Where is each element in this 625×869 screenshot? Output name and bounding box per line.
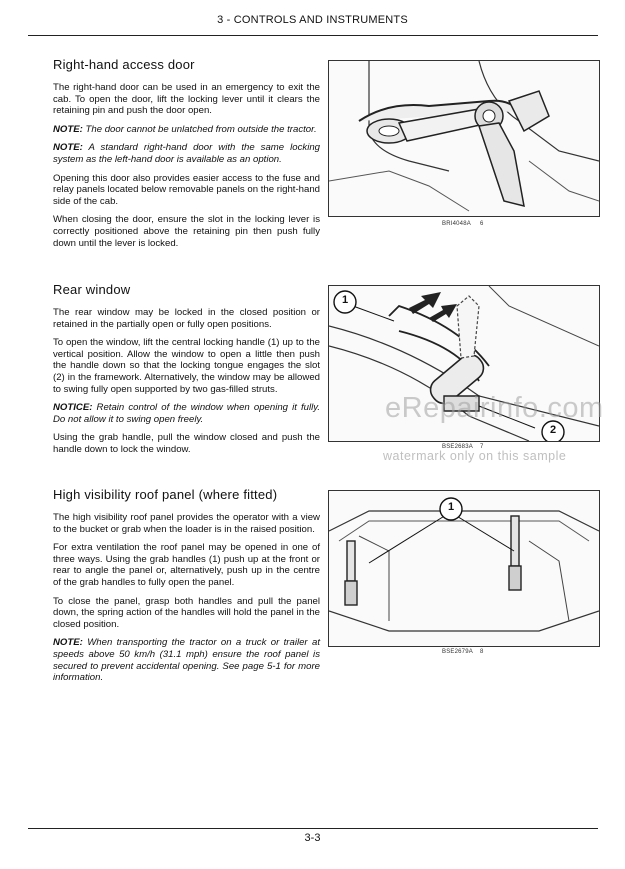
paragraph: For extra ventilation the roof panel may be opened in one of three ways. Using the grab handles (1) push up at the front or rear to angle the panel or, alternatively, push up in the centre of the grab handles to fully open the panel. — [53, 542, 320, 588]
figure-caption-number: 8 — [480, 649, 484, 655]
figure-door-lever — [328, 60, 600, 217]
callout-1: 1 — [447, 501, 455, 513]
watermark-notice: watermark only on this sample — [383, 449, 567, 463]
note-text: The door cannot be unlatched from outside the tractor. — [82, 123, 317, 135]
section-heading: Right-hand access door — [53, 57, 195, 72]
note-label: NOTE: — [53, 637, 83, 649]
door-lever-illustration — [329, 61, 599, 216]
notice-paragraph — [53, 402, 320, 425]
note-paragraph — [53, 124, 320, 136]
figure-caption-code: BSE2683A — [442, 444, 473, 450]
paragraph: To open the window, lift the central locking handle (1) up to the vertical position. Allow the window to open a little then push the handle down so that the locking tongue engages the slot (2) in the framework. Alternatively, the window may be allowed to swing fully open supported by two gas-filled struts. — [53, 337, 320, 395]
figure-roof-panel — [328, 490, 600, 647]
paragraph: Using the grab handle, pull the window closed and push the handle down to lock the window. — [53, 432, 320, 455]
paragraph: The right-hand door can be used in an emergency to exit the cab. To open the door, lift the locking lever until it clears the retaining pin and push the door open. — [53, 82, 320, 117]
footer-rule — [28, 828, 598, 829]
section-right-hand-door — [53, 57, 320, 256]
note-label: NOTE: — [53, 142, 83, 154]
note-paragraph — [53, 142, 320, 165]
figure-caption-number: 7 — [480, 444, 484, 450]
figure-caption-number: 6 — [480, 221, 484, 227]
header-rule — [28, 35, 598, 36]
section-rear-window — [53, 282, 320, 463]
callout-2: 2 — [549, 424, 557, 436]
paragraph: To close the panel, grasp both handles and pull the panel down, the spring action of the handles will hold the panel in the closed position. — [53, 595, 320, 630]
paragraph: When closing the door, ensure the slot in the locking lever is correctly positioned above the retaining pin then push fully down until the lever is locked. — [53, 214, 320, 249]
paragraph: The rear window may be locked in the closed position or retained in the partially open or fully open positions. — [53, 307, 320, 330]
roof-panel-illustration — [329, 491, 599, 646]
note-label: NOTE: — [53, 123, 83, 135]
section-heading: High visibility roof panel (where fitted) — [53, 487, 278, 502]
note-text: When transporting the tractor on a truck or trailer at speeds above 50 km/h (31.1 mph) ensure the roof panel is secured to prevent accidental opening. See page 5-1 for more information. — [53, 637, 320, 684]
page-number: 3-3 — [304, 832, 321, 844]
paragraph: Opening this door also provides easier access to the fuse and relay panels located below removable panels on the right-hand side of the cab. — [53, 172, 320, 207]
paragraph: The high visibility roof panel provides the operator with a view to the bucket or grab when the loader is in the raised position. — [53, 512, 320, 535]
notice-text: Retain control of the window when opening it fully. Do not allow it to swing open freely. — [53, 402, 320, 425]
figure-caption-code: BRI4048A — [442, 221, 471, 227]
note-paragraph — [53, 637, 320, 683]
section-heading: Rear window — [53, 282, 131, 297]
running-header: 3 - CONTROLS AND INSTRUMENTS — [217, 14, 408, 26]
section-roof-panel — [53, 487, 320, 691]
callout-1: 1 — [341, 294, 349, 306]
notice-label: NOTICE: — [53, 402, 93, 414]
figure-caption-code: BSE2679A — [442, 649, 473, 655]
note-text: A standard right-hand door with the same locking system as the left-hand door is available as an option. — [53, 142, 320, 165]
watermark-site: eRepairinfo.com — [385, 392, 604, 424]
